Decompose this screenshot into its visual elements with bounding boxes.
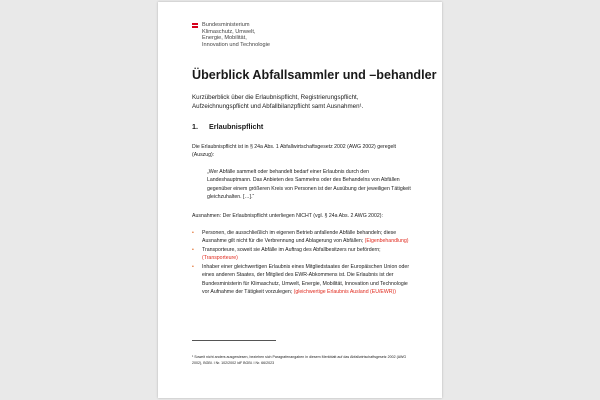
bullet-icon: • [192, 230, 194, 236]
list-item-link[interactable]: (Eigenbehandlung) [364, 238, 409, 245]
document-title: Überblick Abfallsammler und –behandler [192, 68, 437, 82]
list-item [192, 246, 414, 263]
list-item-text: Personen, die ausschließlich im eigenen Betrieb anfallende Abfälle behandeln; diese Ausnahme gilt nicht für die Verbrennung und Ablagerung von Abfällen; [202, 230, 397, 245]
lead-paragraph: Kurzüberblick über die Erlaubnispflicht, Registrierungspflicht, Aufzeichnungspflicht und Abfallbilanzpflicht samt Ausnahmen¹. [192, 94, 364, 110]
section-number: 1. [192, 122, 198, 131]
ministry-name-line: Klimaschutz, Umwelt, [202, 28, 256, 35]
ministry-name [202, 22, 332, 48]
section-intro-paragraph: Die Erlaubnispflicht ist in § 24a Abs. 1 Abfallwirtschaftsgesetz 2002 (AWG 2002) geregelt (Auszug): [192, 144, 396, 159]
list-item-link[interactable]: (gleichwertige Erlaubnis Ausland (EU/EWR)) [293, 288, 396, 295]
ministry-name-line: Energie, Mobilität, [202, 35, 247, 42]
list-item-text: Inhaber einer gleichwertigen Erlaubnis eines Mitgliedstaates der Europäischen Union oder eines anderen Staates, der Mitglied des EWR-Abkommens ist. Die Erlaubnis ist der Bundesministerin für Klimaschutz, Umwelt, Energie, Mobilität, Innovation und Technologie vor Aufnahme der Tätigkeit vorzulegen; [202, 263, 410, 295]
list-item-link[interactable]: (Transporteure) [202, 255, 238, 262]
footnote-separator [192, 340, 276, 341]
list-item [192, 263, 414, 296]
ministry-name-line: Innovation und Technologie [202, 41, 271, 48]
exceptions-list [192, 229, 414, 297]
footnote: ¹ Soweit nicht anders ausgewiesen, beziehen sich Paragrafenangaben in diesem Merkblatt auf das Abfallwirtschaftsgesetz 2002 (AWG 2002), BGBl. I Nr. 102/2002 idF BGBl. I Nr. 66/2023 [192, 355, 407, 365]
list-item-text: Transporteure, soweit sie Abfälle im Auftrag des Abfallbesitzers nur befördern; [202, 246, 381, 253]
austrian-flag-icon [192, 23, 198, 28]
bullet-icon: • [192, 263, 194, 270]
document-page [158, 2, 442, 398]
section-title: Erlaubnispflicht [209, 122, 264, 131]
section-heading [192, 122, 263, 131]
list-item [192, 229, 414, 246]
bullet-icon: • [192, 246, 194, 253]
exceptions-intro: Ausnahmen: Der Erlaubnispflicht unterliegen NICHT (vgl. § 24a Abs. 2 AWG 2002): [192, 213, 383, 219]
ministry-name-line: Bundesministerium [202, 22, 250, 28]
legal-quote: „Wer Abfälle sammelt oder behandelt bedarf einer Erlaubnis durch den Landeshauptmann. Das Anbieten des Sammelns oder des Behandelns von Abfällen gegenüber einem größeren Kreis von Personen ist der Ausübung der jeweiligen Tätigkeit gleichzuhalten. […].“ [207, 169, 411, 200]
